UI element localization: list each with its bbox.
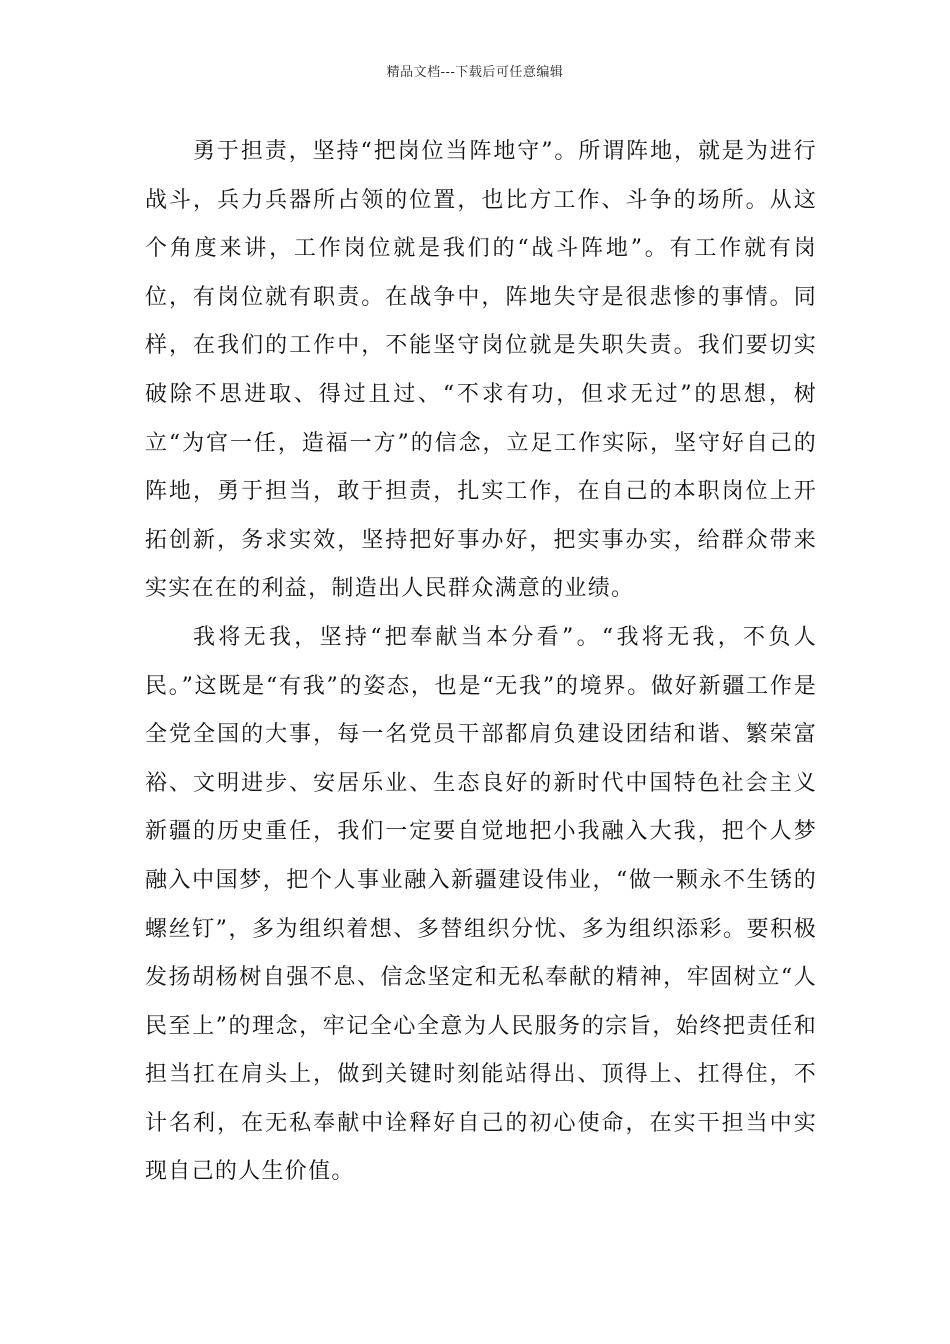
page-header: 精品文档---下载后可任意编辑 — [386, 65, 564, 80]
document-body — [145, 128, 817, 1197]
paragraph-dedication: 我将无我，坚持“把奉献当本分看”。“我将无我，不负人民。”这既是“有我”的姿态，也是“无我”的境界。做好新疆工作是全党全国的大事，每一名党员干部都肩负建设团结和谐、繁荣富裕、文明进步、安居乐业、生态良好的新时代中国特色社会主义新疆的历史重任，我们一定要自觉地把小我融入大我，把个人梦融入中国梦，把个人事业融入新疆建设伟业，“做一颗永不生锈的螺丝钉”，多为组织着想、多替组织分忧、多为组织添彩。要积极发扬胡杨树自强不息、信念坚定和无私奉献的精神，牢固树立“人民至上”的理念，牢记全心全意为人民服务的宗旨，始终把责任和担当扛在肩头上，做到关键时刻能站得出、顶得上、扛得住，不计名利，在无私奉献中诠释好自己的初心使命，在实干担当中实现自己的人生价值。 — [145, 624, 817, 1185]
paragraph-responsibility: 勇于担责，坚持“把岗位当阵地守”。所谓阵地，就是为进行战斗，兵力兵器所占领的位置，也比方工作、斗争的场所。从这个角度来讲，工作岗位就是我们的“战斗阵地”。有工作就有岗位，有岗位就有职责。在战争中，阵地失守是很悲惨的事情。同样，在我们的工作中，不能坚守岗位就是失职失责。我们要切实破除不思进取、得过且过、“不求有功，但求无过”的思想，树立“为官一任，造福一方”的信念，立足工作实际，坚守好自己的阵地，勇于担当，敢于担责，扎实工作，在自己的本职岗位上开拓创新，务求实效，坚持把好事办好，把实事办实，给群众带来实实在在的利益，制造出人民群众满意的业绩。 — [145, 139, 817, 602]
